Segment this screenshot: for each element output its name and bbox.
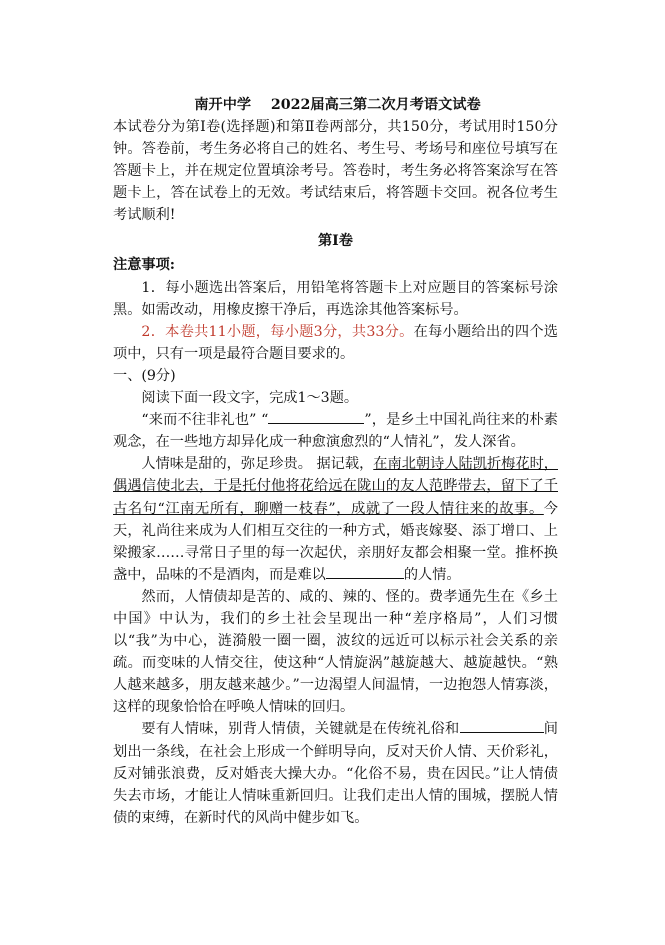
p2-text-c: 的人情。: [403, 566, 461, 583]
answer-blank-2: [326, 564, 404, 579]
passage-paragraph-3: 然而，人情债却是苦的、咸的、辣的、怪的。费孝通先生在《乡土中国》中认为，我们的乡土社会呈现出一种“差序格局”，人们习惯以“我”为中心，涟漪般一圈一圈，波纹的远近可以标示社会关系的亲疏。而变味的人情交往，使这种“人情旋涡”越旋越大、越旋越快。“熟人越来越多，朋友越来越少。”一边渴望人间温情，一边抱怨人情寡淡，这样的现象恰恰在呼唤人情味的回归。: [113, 588, 558, 716]
passage-paragraph-2: [113, 453, 558, 586]
part-one-heading: 一、(9分): [113, 367, 176, 384]
p2-text-a: 人情味是甜的，弥足珍贵。 据记载，: [141, 456, 374, 473]
p4-text-a: 要有人情味，别背人情债，关键就是在传统礼俗和: [141, 721, 460, 738]
p4-text-b: 间划出一条线，在社会上形成一个鲜明导向，反对天价人情、天价彩礼，反对铺张浪费，反对婚丧大操大办。“化俗不易，贵在因民。”让人情债失去市场，才能让人情味重新回归。让我们走出人情的围城，摆脱人情债的束缚，在新时代的风尚中健步如飞。: [113, 721, 558, 826]
passage-paragraph-1: [113, 409, 558, 453]
exam-title: [117, 94, 558, 116]
notice-item-2-text: 在每小题给出的四个选项中，只有一项是最符合题目要求的。: [113, 323, 558, 362]
answer-blank-3: [460, 718, 544, 733]
passage-paragraph-4: [113, 718, 558, 828]
notice-item-2: [113, 321, 558, 365]
reading-instruction: 阅读下面一段文字，完成1～3题。: [141, 390, 359, 407]
notice-item-1: 1．每小题选出答案后，用铅笔将答题卡上对应题目的答案标号涂黑。如需改动，用橡皮擦干净后，再选涂其他答案标号。: [113, 279, 558, 318]
exam-name: 2022届高三第二次月考语文试卷: [270, 97, 481, 113]
p2-underlined-sentence: 在南北朝诗人陆凯折梅花时，偶遇信使北去，于是托付他将花给远在陇山的友人范晔带去，留下了千古名句“江南无所有，聊赠一枝春”，成就了一段人情往来的故事。: [113, 456, 558, 517]
section-title: 第Ⅰ卷: [317, 233, 353, 250]
exam-intro: 本试卷分为第Ⅰ卷(选择题)和第Ⅱ卷两部分，共150分，考试用时150分钟。答卷前，考生务必将自己的姓名、考生号、考场号和座位号填写在答题卡上，并在规定位置填涂考号。答卷时，考生务必将答案涂写在答题卡上，答在试卷上的无效。考试结束后，将答题卡交回。祝各位考生考试顺利!: [113, 119, 558, 224]
school-name: 南开中学: [194, 97, 252, 113]
p1-text-b: ”，是乡土中国礼尚往来的朴素观念，在一些地方却异化成一种愈演愈烈的“人情礼”，发人深省。: [113, 412, 558, 451]
notice-item-2-highlight: 2．本卷共11小题，每小题3分，共33分。: [141, 323, 414, 340]
exam-page: [113, 94, 558, 829]
p1-text-a: “来而不往非礼也” “: [141, 412, 269, 429]
p2-text-b: 今天，礼尚往来成为人们相互交往的一种方式，婚丧嫁娶、添丁增口、上梁搬家……寻常日子里的每一次起伏，亲朋好友都会相聚一堂。推杯换盏中，品味的不是酒肉，而是难以: [113, 500, 558, 583]
answer-blank-1: [268, 409, 364, 424]
notice-label: 注意事项:: [113, 257, 175, 274]
